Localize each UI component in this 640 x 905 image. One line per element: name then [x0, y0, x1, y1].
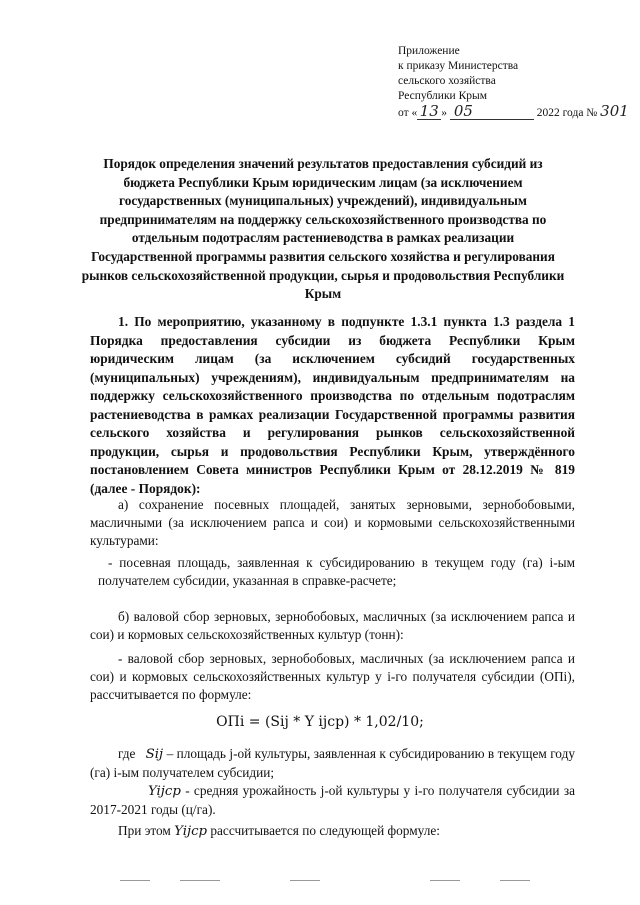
- footer-rule-5: [500, 880, 530, 882]
- footer-rule-3: [290, 880, 320, 882]
- handwritten-month: 05: [450, 104, 534, 120]
- paragraph-where-sij: [90, 745, 575, 782]
- handwritten-number: 301: [600, 102, 629, 120]
- annex-date-line: [398, 104, 629, 121]
- var-sij: Sij: [145, 747, 164, 762]
- yijcp-description: - средняя урожайность j-ой культуры у i-го получателя субсидии за 2017-2021 годы (ц/га).: [90, 783, 575, 817]
- date-prefix: от «: [398, 107, 418, 119]
- where-word: где: [118, 746, 136, 761]
- var-yijcp: Yijcp: [148, 784, 181, 799]
- paragraph-yijcp: [90, 782, 575, 819]
- paragraph-a-item: - посевная площадь, заявленная к субсидированию в текущем году (га) i-ым получателем субсидии, указанная в справке-расчете;: [98, 555, 575, 588]
- date-year: 2022 года №: [536, 107, 598, 119]
- paragraph-a: а) сохранение посевных площадей, занятых зерновыми, зернобобовыми, масличными (за исключением рапса и сои) и кормовыми сельскохозяйственными культурами:: [90, 497, 575, 548]
- annex-line-1: Приложение: [398, 45, 460, 57]
- footer-rule-4: [430, 880, 460, 882]
- paragraph-b-item: - валовой сбор зерновых, зернобобовых, масличных (за исключением рапса и сои) и кормовых сельскохозяйственных культур у i-го получателя субсидии (ОПi), рассчитывается по формуле:: [90, 651, 575, 702]
- last-prefix: При этом: [118, 823, 175, 838]
- paragraph-b: б) валовой сбор зерновых, зернобобовых, масличных (за исключением рапса и сои) и кормовых сельскохозяйственных культур (тонн):: [90, 609, 575, 642]
- var-yijcp-2: Yijcp: [174, 824, 208, 839]
- last-suffix: рассчитывается по следующей формуле:: [207, 823, 440, 838]
- sij-description: – площадь j-ой культуры, заявленная к субсидированию в текущем году (га) i-ым получателем субсидии;: [90, 746, 575, 780]
- annex-line-2: к приказу Министерства: [398, 60, 519, 72]
- footer-rule-1: [120, 880, 150, 882]
- annex-header: [398, 44, 629, 121]
- footer-rule-2: [180, 880, 220, 882]
- handwritten-day: 13: [417, 104, 441, 120]
- document-title: Порядок определения значений результатов предоставления субсидий из бюджета Республики Крым юридическим лицам (за исключением государственных (муниципальных) учреждений), индивидуальным предпринимателям на поддержку сельскохозяйственного производства по отдельным подотраслям растениеводства в рамках реализации Государственной программы развития сельского хозяйства и регулирования рынков сельскохозяйственной продукции, сырья и продовольствия Республики Крым: [81, 156, 565, 302]
- date-mid: »: [441, 107, 450, 119]
- annex-line-4: Республики Крым: [398, 90, 487, 102]
- intro-paragraph: 1. По мероприятию, указанному в подпункте 1.3.1 пункта 1.3 раздела 1 Порядка предоставления субсидии из бюджета Республики Крым юридическим лицам (за исключением субсидий государственных (муниципальных) учреждениям), индивидуальным предпринимателям на поддержку сельскохозяйственного производства по отдельным подотраслям растениеводства в рамках реализации Государственной программы развития сельского хозяйства и регулирования рынков сельскохозяйственной продукции, сырья и продовольствия Республики Крым, утверждённого постановлением Совета министров Республики Крым от 28.12.2019 № 819 (далее - Порядок):: [90, 314, 575, 496]
- formula-op: ОПi = (Sij * Y ijcp) * 1,02/10;: [216, 714, 424, 730]
- annex-line-3: сельского хозяйства: [398, 75, 496, 87]
- paragraph-last: [90, 822, 575, 841]
